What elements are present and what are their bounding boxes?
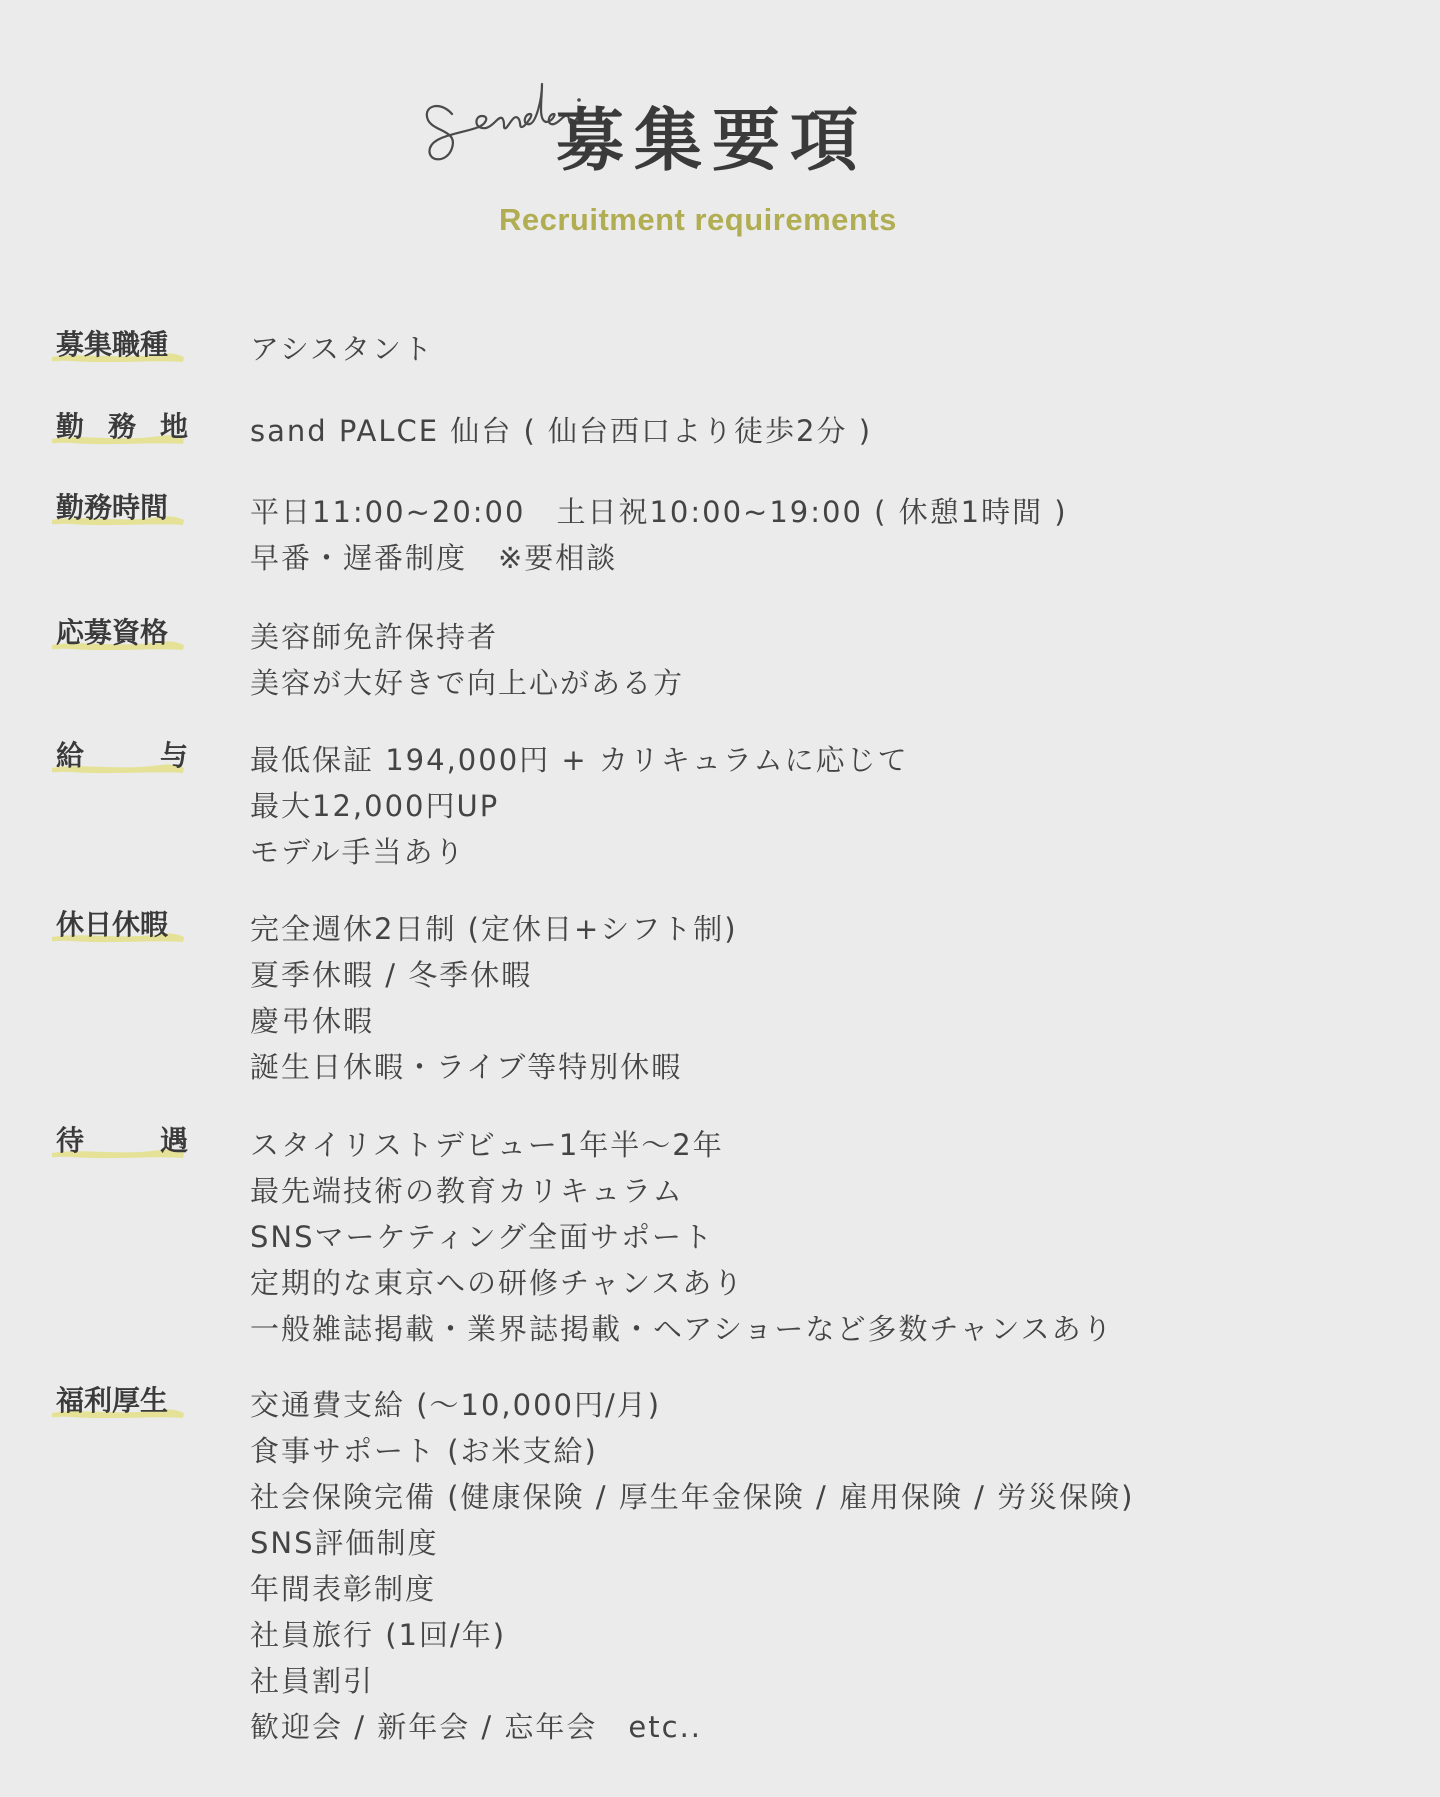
requirement-value-line: 一般雑誌掲載・業界誌掲載・ヘアショーなど多数チャンスあり	[250, 1312, 1114, 1346]
requirement-value-line: 最先端技術の教育カリキュラム	[250, 1174, 684, 1208]
requirement-value-line: モデル手当あり	[250, 835, 466, 869]
requirement-label-char: 勤	[56, 410, 85, 443]
requirement-value-line: 美容が大好きで向上心がある方	[250, 666, 685, 700]
requirement-label	[56, 737, 188, 775]
requirement-values	[250, 1382, 1410, 1750]
requirement-values	[250, 326, 1410, 372]
requirement-value-line: 最大12,000円UP	[250, 789, 500, 823]
requirement-value-line: 早番・遅番制度 ※要相談	[250, 541, 618, 575]
requirement-label-char: 待	[56, 1124, 85, 1157]
requirement-value-line: 定期的な東京への研修チャンスあり	[250, 1266, 745, 1300]
requirement-values	[250, 489, 1410, 581]
page-title: 募集要項	[556, 102, 869, 181]
requirement-values	[250, 614, 1410, 706]
requirement-value-line: 社員旅行 (1回/年)	[250, 1618, 507, 1652]
requirement-label-wrap	[52, 614, 192, 658]
requirement-label-char: 地	[159, 410, 188, 443]
requirement-label-char: 給	[56, 739, 85, 772]
requirement-value-line: スタイリストデビュー1年半〜2年	[250, 1128, 724, 1162]
requirement-values	[250, 906, 1410, 1090]
page-subtitle: Recruitment requirements	[499, 202, 897, 237]
requirement-label: 募集職種	[56, 328, 169, 361]
requirement-values	[250, 408, 1410, 454]
requirement-value-line: 最低保証 194,000円 + カリキュラムに応じて	[250, 743, 909, 777]
requirement-value-line: 交通費支給 (〜10,000円/月)	[250, 1388, 662, 1422]
requirement-label-char: 務	[107, 410, 136, 443]
requirement-label: 応募資格	[56, 616, 169, 649]
requirement-value-line: 年間表彰制度	[250, 1572, 437, 1606]
requirement-value-line: SNS評価制度	[250, 1526, 439, 1560]
requirement-label-wrap	[52, 489, 192, 533]
requirement-label-wrap	[52, 326, 192, 370]
requirement-value-line: 社会保険完備 (健康保険 / 厚生年金保険 / 雇用保険 / 労災保険)	[250, 1480, 1135, 1514]
requirement-label-char: 遇	[159, 1124, 188, 1157]
requirement-label-wrap	[52, 408, 192, 452]
requirement-value-line: 慶弔休暇	[250, 1004, 375, 1038]
requirement-values	[250, 737, 1410, 875]
requirement-label: 休日休暇	[56, 908, 169, 941]
requirement-label-wrap	[52, 1382, 192, 1426]
requirement-label: 勤務時間	[56, 491, 169, 524]
requirement-value-line: 夏季休暇 / 冬季休暇	[250, 958, 533, 992]
requirement-values	[250, 1122, 1410, 1352]
requirement-label-char: 与	[159, 739, 188, 772]
requirement-label-wrap	[52, 1122, 192, 1166]
requirement-label	[56, 408, 188, 446]
requirement-value-line: SNSマーケティング全面サポート	[250, 1220, 715, 1254]
requirement-value-line: sand PALCE 仙台 ( 仙台西口より徒歩2分 )	[250, 414, 873, 448]
requirement-value-line: 平日11:00~20:00 土日祝10:00~19:00 ( 休憩1時間 )	[250, 495, 1068, 529]
requirement-value-line: 美容師免許保持者	[250, 620, 499, 654]
requirement-value-line: アシスタント	[250, 332, 434, 366]
requirement-value-line: 誕生日休暇・ライブ等特別休暇	[250, 1050, 683, 1084]
requirement-value-line: 歓迎会 / 新年会 / 忘年会 etc..	[250, 1710, 703, 1744]
requirement-value-line: 完全週休2日制 (定休日+シフト制)	[250, 912, 738, 946]
requirement-value-line: 社員割引	[250, 1664, 375, 1698]
requirement-label	[56, 1122, 188, 1160]
requirement-label-wrap	[52, 737, 192, 781]
requirement-label: 福利厚生	[56, 1384, 169, 1417]
requirement-label-wrap	[52, 906, 192, 950]
requirement-value-line: 食事サポート (お米支給)	[250, 1434, 598, 1468]
